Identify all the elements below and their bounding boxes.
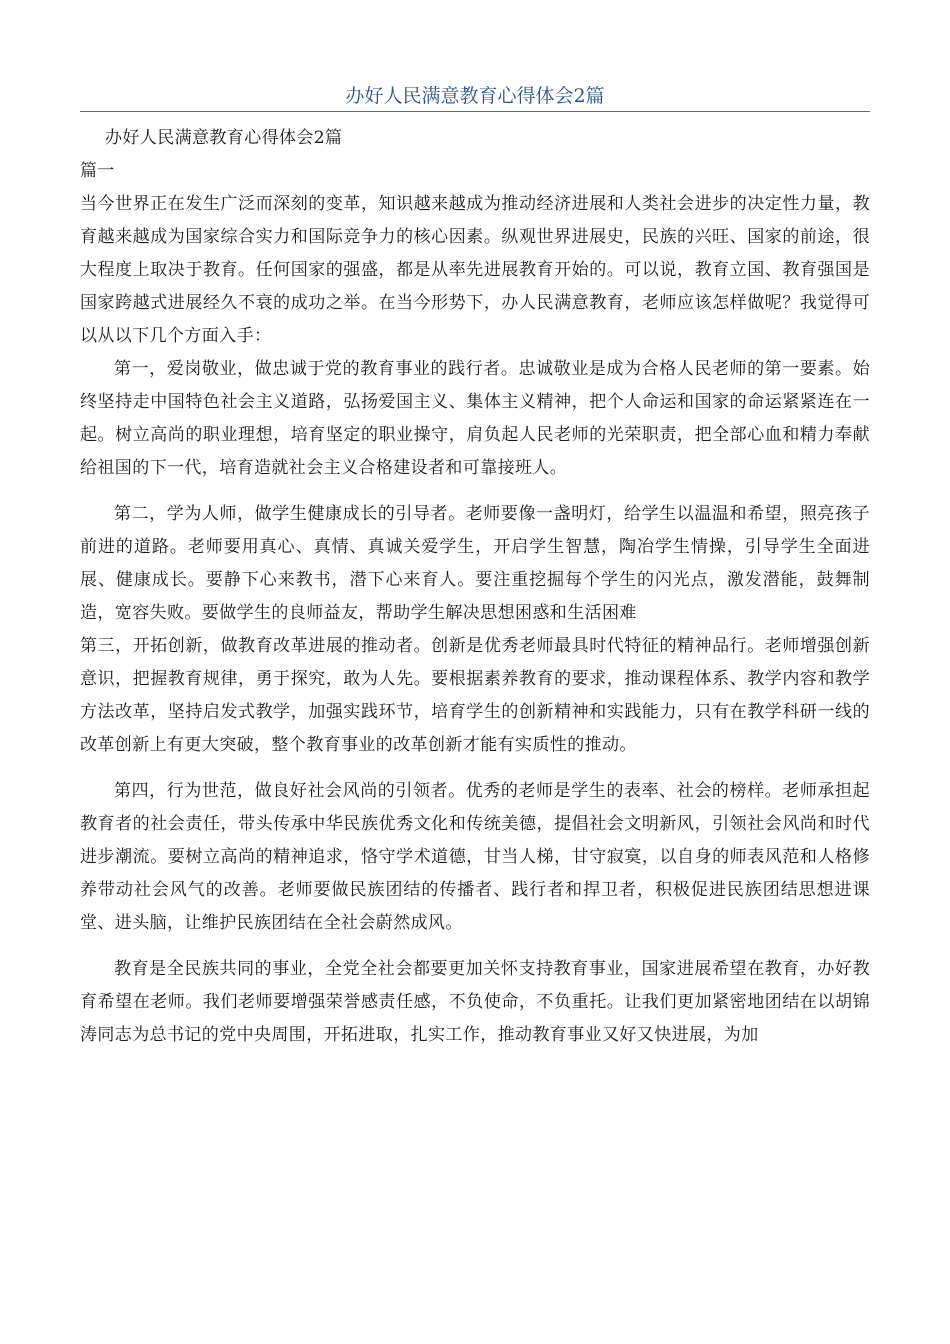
document-body [80,122,870,1052]
header-divider [80,111,870,112]
paragraph-point-3: 第三，开拓创新，做教育改革进展的推动者。创新是优秀老师最具时代特征的精神品行。老师增强创新意识，把握教育规律，勇于探究，敢为人先。要根据素养教育的要求，推动课程体系、教学内容和教学方法改革，坚持启发式教学，加强实践环节，培育学生的创新精神和实践能力，只有在教学科研一线的改革创新上有更大突破，整个教育事业的改革创新才能有实质性的推动。 [80,636,870,755]
section-label: 篇一 [80,161,115,181]
paragraph-point-1: 第一，爱岗敬业，做忠诚于党的教育事业的践行者。忠诚敬业是成为合格人民老师的第一要素。始终坚持走中国特色社会主义道路，弘扬爱国主义、集体主义精神，把个人命运和国家的命运紧紧连在一起。树立高尚的职业理想，培育坚定的职业操守，肩负起人民老师的光荣职责，把全部心血和精力奉献给祖国的下一代，培育造就社会主义合格建设者和可靠接班人。 [80,359,870,478]
page-header-title: 办好人民满意教育心得体会2篇 [345,85,605,107]
paragraph-point-4: 第四，行为世范，做良好社会风尚的引领者。优秀的老师是学生的表率、社会的榜样。老师承担起教育者的社会责任，带头传承中华民族优秀文化和传统美德，提倡社会文明新风，引领社会风尚和时代进步潮流。要树立高尚的精神追求，恪守学术道德，甘当人梯，甘守寂寞，以自身的师表风范和人格修养带动社会风气的改善。老师要做民族团结的传播者、践行者和捍卫者，积极促进民族团结思想进课堂、进头脑，让维护民族团结在全社会蔚然成风。 [80,781,870,933]
paragraph-conclusion: 教育是全民族共同的事业，全党全社会都要更加关怀支持教育事业，国家进展希望在教育，办好教育希望在老师。我们老师要增强荣誉感责任感，不负使命，不负重托。让我们更加紧密地团结在以胡锦涛同志为总书记的党中央周围，开拓进取，扎实工作，推动教育事业又好又快进展，为加 [80,959,870,1045]
paragraph-intro: 当今世界正在发生广泛而深刻的变革，知识越来越成为推动经济进展和人类社会进步的决定性力量，教育越来越成为国家综合实力和国际竞争力的核心因素。纵观世界进展史，民族的兴旺、国家的前途，很大程度上取决于教育。任何国家的强盛，都是从率先进展教育开始的。可以说，教育立国、教育强国是国家跨越式进展经久不衰的成功之举。在当今形势下，办人民满意教育，老师应该怎样做呢？我觉得可以从以下几个方面入手： [80,194,870,346]
document-subtitle: 办好人民满意教育心得体会2篇 [105,128,343,148]
paragraph-point-2: 第二，学为人师，做学生健康成长的引导者。老师要像一盏明灯，给学生以温温和希望，照亮孩子前进的道路。老师要用真心、真情、真诚关爱学生，开启学生智慧，陶冶学生情操，引导学生全面进展、健康成长。要静下心来教书，潜下心来育人。要注重挖掘每个学生的闪光点，激发潜能，鼓舞制造，宽容失败。要做学生的良师益友，帮助学生解决思想困惑和生活困难 [80,504,870,623]
